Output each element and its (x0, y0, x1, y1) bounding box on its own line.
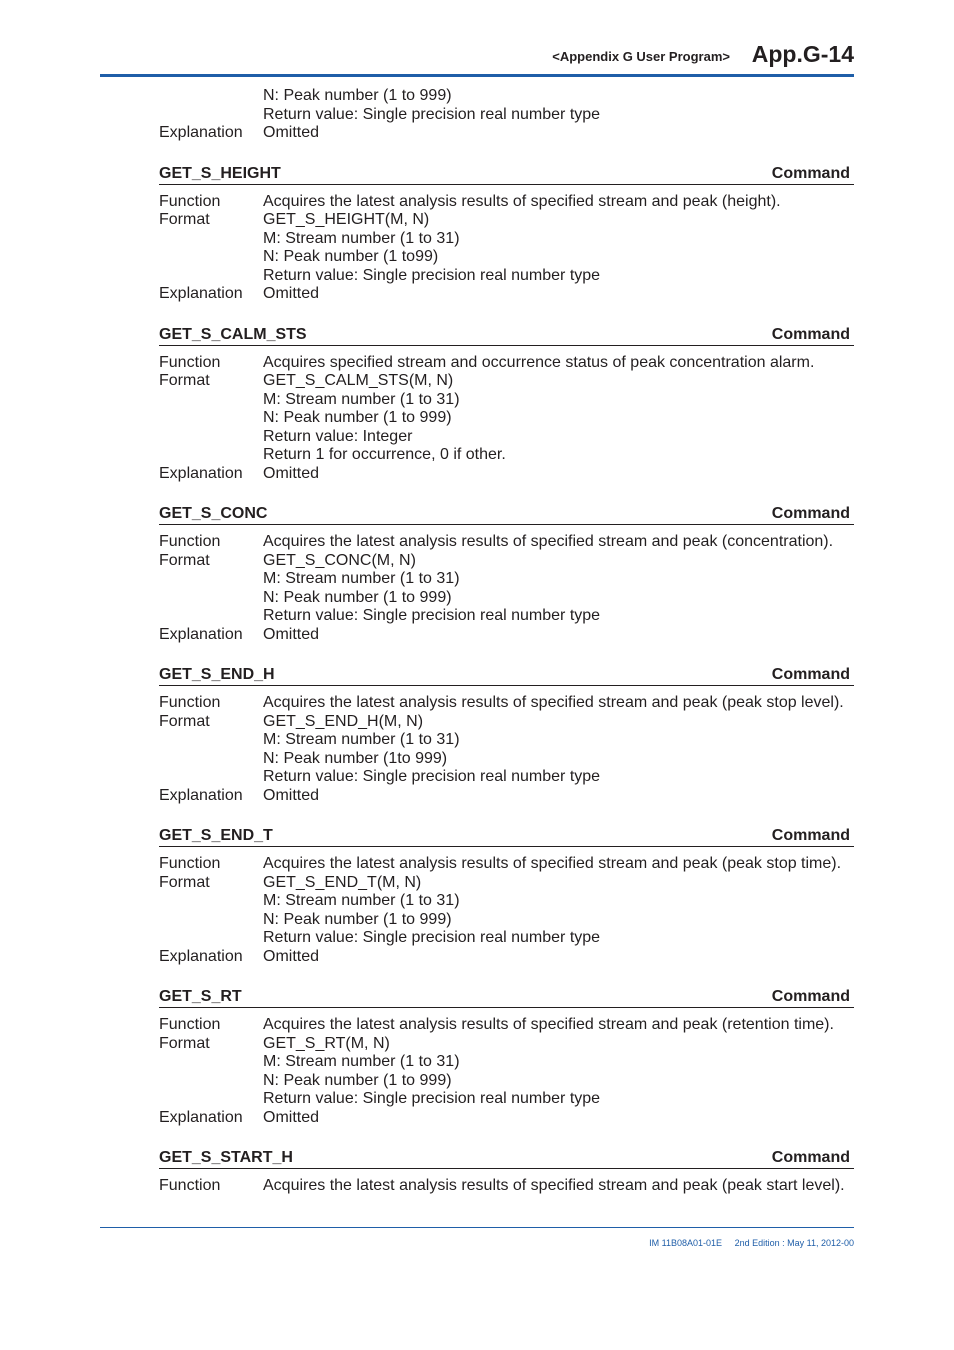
row-label (159, 1053, 263, 1072)
row-label (159, 750, 263, 769)
detail-line: N: Peak number (1 to 999) (263, 588, 452, 606)
function-value: Acquires the latest analysis results of specified stream and peak (retention time). (263, 1016, 834, 1033)
entry-row (159, 465, 854, 484)
page-header (100, 40, 854, 76)
row-label (159, 911, 263, 930)
row-label (159, 87, 263, 106)
format-label: Format (159, 1034, 210, 1052)
explanation-value: Omitted (263, 124, 320, 141)
function-label: Function (159, 694, 221, 711)
format-label: Format (159, 372, 210, 389)
entry-row (159, 87, 854, 106)
command-section (159, 326, 854, 484)
footer-rule (100, 1227, 854, 1228)
function-label: Function (159, 533, 221, 550)
function-value: Acquires the latest analysis results of specified stream and peak (height). (263, 192, 781, 210)
entry-row (159, 948, 854, 967)
command-section (159, 1149, 854, 1196)
entry-row (159, 892, 854, 911)
command-heading (159, 988, 854, 1008)
detail-line: Return value: Single precision real number type (263, 105, 601, 123)
entry-row (159, 1109, 854, 1128)
entry-row (159, 589, 854, 608)
entry-row (159, 750, 854, 769)
command-section (159, 505, 854, 644)
row-label (159, 428, 263, 447)
detail-line: M: Stream number (1 to 31) (263, 892, 460, 909)
entry-row (159, 106, 854, 125)
function-value: Acquires specified stream and occurrence status of peak concentration alarm. (263, 353, 815, 371)
detail-line: M: Stream number (1 to 31) (263, 390, 460, 408)
command-tag: Command (771, 1149, 850, 1166)
format-value: GET_S_RT(M, N) (263, 1034, 390, 1052)
entry-row (159, 1090, 854, 1109)
function-value: Acquires the latest analysis results of specified stream and peak (concentration). (263, 533, 834, 550)
explanation-label: Explanation (159, 625, 243, 643)
entry-row (159, 193, 854, 212)
entry-row (159, 731, 854, 750)
command-section (159, 165, 854, 304)
function-label: Function (159, 353, 221, 371)
detail-line: N: Peak number (1 to 999) (263, 409, 452, 426)
detail-line: Return value: Single precision real number type (263, 266, 601, 284)
command-heading (159, 1149, 854, 1169)
explanation-value: Omitted (263, 947, 320, 965)
entry-row (159, 855, 854, 874)
row-label (159, 106, 263, 125)
entry-row (159, 372, 854, 391)
format-label: Format (159, 551, 210, 569)
explanation-label: Explanation (159, 786, 243, 804)
detail-line: M: Stream number (1 to 31) (263, 1053, 460, 1070)
detail-line: N: Peak number (1 to 999) (263, 1071, 452, 1089)
entry-row (159, 248, 854, 267)
row-label (159, 589, 263, 608)
function-label: Function (159, 855, 221, 872)
detail-line: N: Peak number (1 to 999) (263, 910, 452, 928)
row-label (159, 1072, 263, 1091)
entry-row (159, 1016, 854, 1035)
entry-row (159, 391, 854, 410)
format-value: GET_S_CONC(M, N) (263, 551, 416, 569)
detail-line: M: Stream number (1 to 31) (263, 731, 460, 748)
row-label (159, 1090, 263, 1109)
format-value: GET_S_HEIGHT(M, N) (263, 211, 430, 228)
command-tag: Command (771, 666, 850, 683)
row-label (159, 929, 263, 948)
detail-line: M: Stream number (1 to 31) (263, 229, 460, 247)
function-label: Function (159, 1177, 221, 1194)
entry-row (159, 787, 854, 806)
command-tag: Command (771, 325, 850, 343)
page-number: App.G-14 (751, 41, 854, 67)
format-label: Format (159, 873, 210, 891)
entry-row (159, 570, 854, 589)
detail-line: Return value: Single precision real number type (263, 929, 601, 946)
entry-row (159, 626, 854, 645)
command-heading (159, 827, 854, 847)
explanation-value: Omitted (263, 285, 320, 302)
detail-line: Return 1 for occurrence, 0 if other. (263, 446, 506, 463)
function-value: Acquires the latest analysis results of specified stream and peak (peak start level). (263, 1177, 845, 1194)
function-label: Function (159, 1016, 221, 1033)
command-heading (159, 326, 854, 346)
document-body (159, 87, 854, 1196)
format-label: Format (159, 211, 210, 228)
detail-line: M: Stream number (1 to 31) (263, 570, 460, 587)
entry-row (159, 713, 854, 732)
header-subtitle: <Appendix G User Program> (552, 49, 730, 64)
command-heading (159, 666, 854, 686)
command-heading (159, 505, 854, 525)
command-tag: Command (771, 988, 850, 1005)
entry-row (159, 929, 854, 948)
page-footer (649, 1238, 854, 1248)
entry-row (159, 1035, 854, 1054)
detail-line: Return value: Single precision real number type (263, 1090, 601, 1107)
row-label (159, 731, 263, 750)
explanation-label: Explanation (159, 285, 243, 302)
entry-row (159, 768, 854, 787)
command-name: GET_S_RT (159, 988, 242, 1005)
entry-row (159, 285, 854, 304)
entry-row (159, 230, 854, 249)
command-tag: Command (771, 505, 850, 522)
explanation-value: Omitted (263, 1108, 320, 1126)
command-name: GET_S_CALM_STS (159, 325, 307, 343)
detail-line: Return value: Integer (263, 427, 413, 445)
explanation-value: Omitted (263, 625, 320, 643)
entry-row (159, 694, 854, 713)
entry-row (159, 911, 854, 930)
format-value: GET_S_END_T(M, N) (263, 873, 422, 891)
format-label: Format (159, 712, 210, 730)
command-name: GET_S_START_H (159, 1149, 293, 1166)
row-label (159, 409, 263, 428)
doc-id: IM 11B08A01-01E (649, 1238, 723, 1248)
command-section (159, 666, 854, 805)
command-heading (159, 165, 854, 185)
entry-row (159, 552, 854, 571)
entry-row (159, 354, 854, 373)
explanation-label: Explanation (159, 1108, 243, 1126)
edition: 2nd Edition : May 11, 2012-00 (734, 1238, 854, 1248)
explanation-value: Omitted (263, 464, 320, 482)
entry-row (159, 211, 854, 230)
detail-line: Return value: Single precision real number type (263, 607, 601, 624)
entry-row (159, 1072, 854, 1091)
command-name: GET_S_CONC (159, 505, 268, 522)
function-value: Acquires the latest analysis results of specified stream and peak (peak stop time). (263, 855, 842, 872)
row-label (159, 230, 263, 249)
row-label (159, 570, 263, 589)
format-value: GET_S_END_H(M, N) (263, 712, 424, 730)
function-label: Function (159, 192, 221, 210)
entry-row (159, 533, 854, 552)
row-label (159, 391, 263, 410)
entry-row (159, 446, 854, 465)
entry-row (159, 874, 854, 893)
row-label (159, 446, 263, 465)
row-label (159, 267, 263, 286)
explanation-label: Explanation (159, 124, 243, 141)
command-tag: Command (771, 164, 850, 182)
command-name: GET_S_END_T (159, 827, 273, 844)
header-rule (100, 74, 854, 77)
format-value: GET_S_CALM_STS(M, N) (263, 372, 454, 389)
entry-row (159, 607, 854, 626)
detail-line: N: Peak number (1to 999) (263, 749, 448, 767)
detail-line: N: Peak number (1 to99) (263, 248, 439, 265)
row-label (159, 607, 263, 626)
entry-row (159, 1177, 854, 1196)
row-label (159, 892, 263, 911)
entry-row (159, 124, 854, 143)
command-name: GET_S_HEIGHT (159, 164, 281, 182)
command-name: GET_S_END_H (159, 666, 275, 683)
row-label (159, 248, 263, 267)
explanation-label: Explanation (159, 464, 243, 482)
entry-row (159, 267, 854, 286)
entry-row (159, 1053, 854, 1072)
explanation-value: Omitted (263, 786, 320, 804)
entry-row (159, 428, 854, 447)
entry-row (159, 409, 854, 428)
command-section (159, 988, 854, 1127)
detail-line: N: Peak number (1 to 999) (263, 87, 452, 104)
explanation-label: Explanation (159, 947, 243, 965)
command-section (159, 827, 854, 966)
row-label (159, 768, 263, 787)
detail-line: Return value: Single precision real number type (263, 768, 601, 785)
function-value: Acquires the latest analysis results of specified stream and peak (peak stop level). (263, 694, 844, 711)
command-tag: Command (771, 827, 850, 844)
